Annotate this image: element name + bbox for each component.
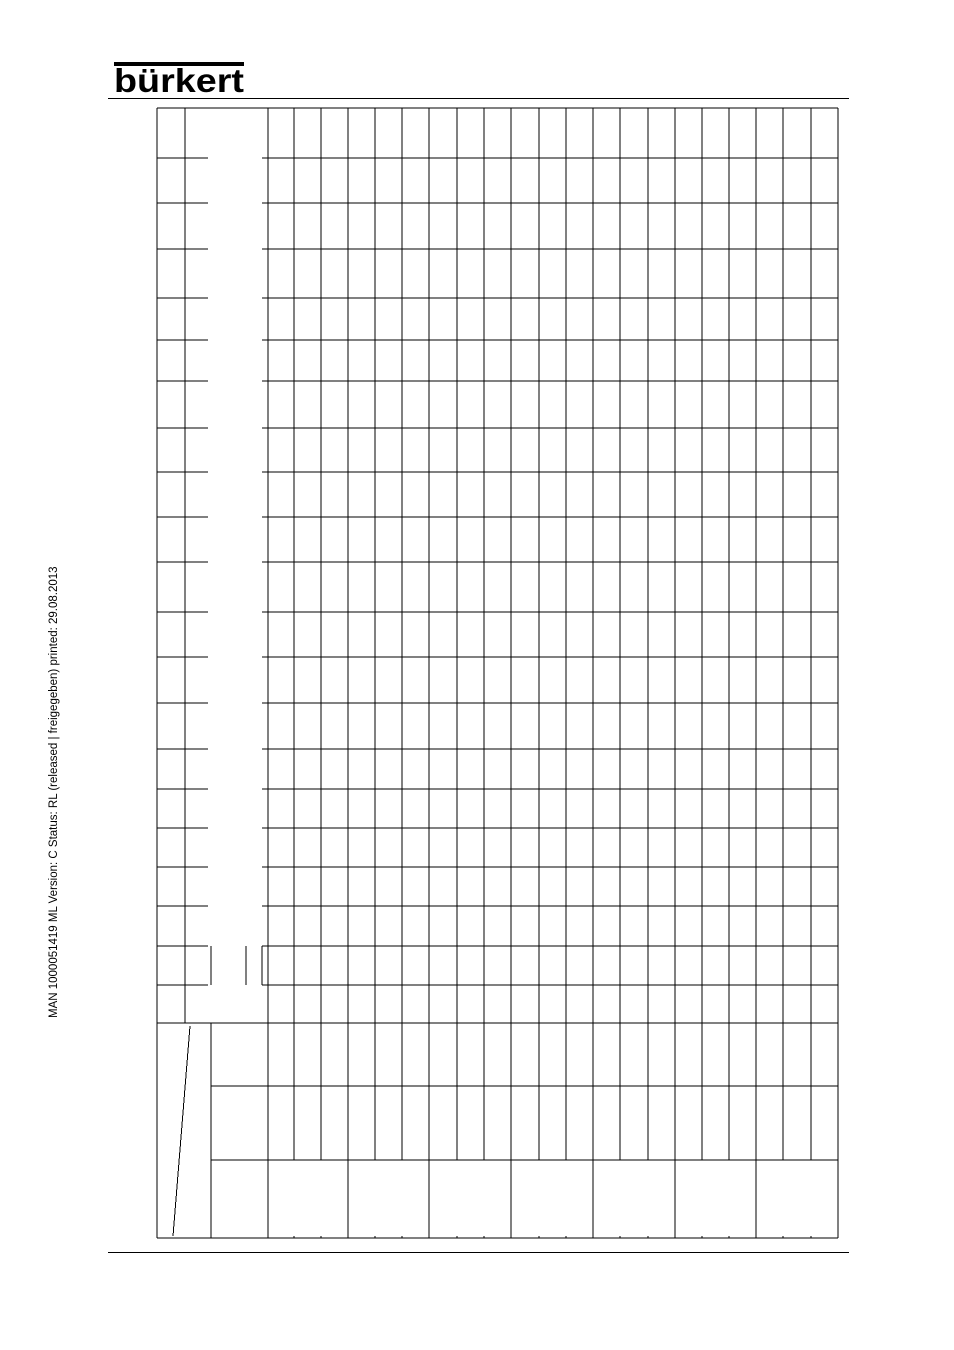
document-status-note: MAN 1000051419 ML Version: C Status: RL (released | freigegeben) printed: 29.08.2013 — [48, 566, 60, 1018]
svg-text:bürkert: bürkert — [114, 62, 245, 98]
header-diagonal — [173, 1026, 190, 1236]
